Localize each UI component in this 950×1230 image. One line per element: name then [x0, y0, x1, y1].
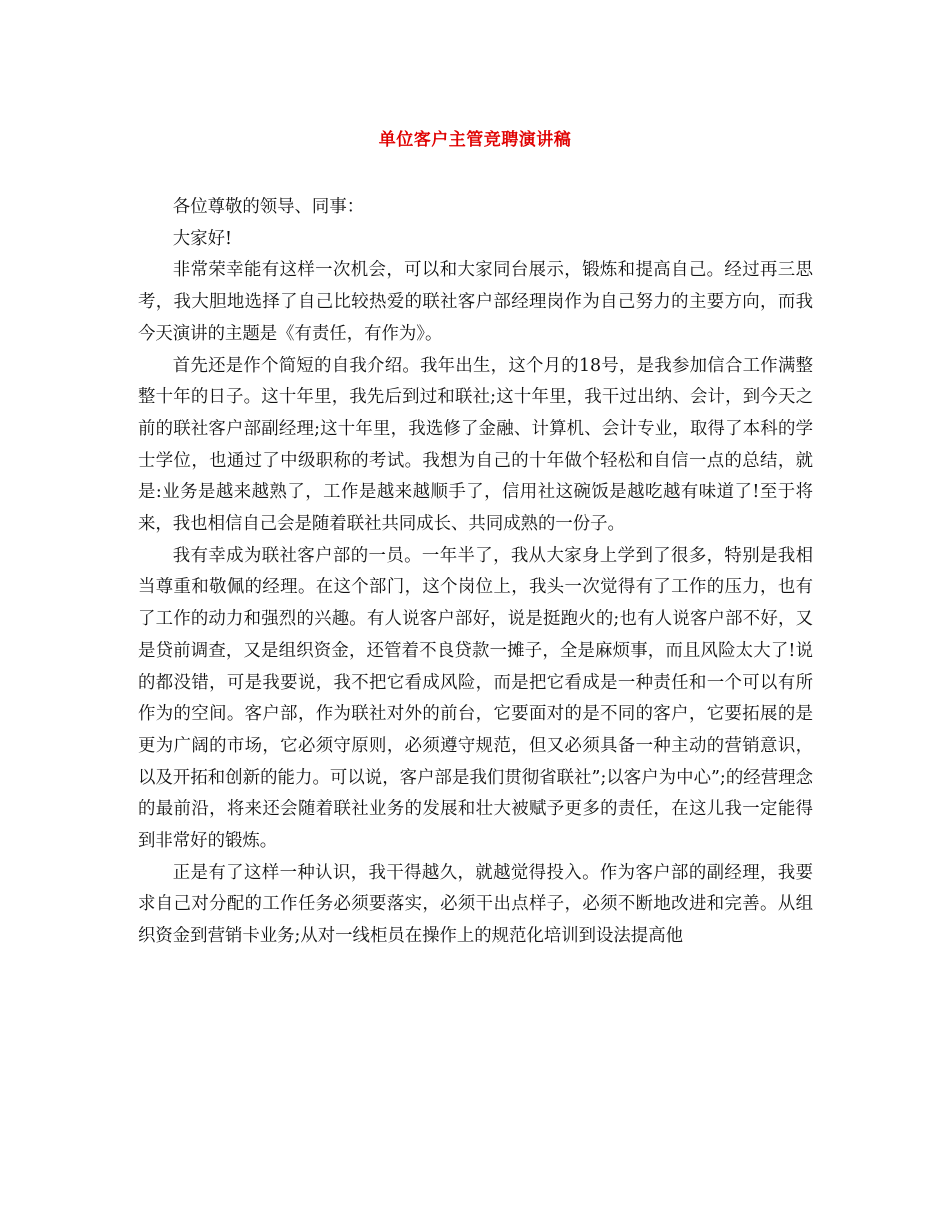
document-title: 单位客户主管竞聘演讲稿 [378, 130, 572, 150]
document-body [138, 192, 813, 953]
paragraph-commitment: 正是有了这样一种认识，我干得越久，就越觉得投入。作为客户部的副经理，我要求自己对分配的工作任务必须要落实，必须干出点样子，必须不断地改进和完善。从组织资金到营销卡业务;从对一线柜员在操作上的规范化培训到设法提高他 [138, 862, 813, 947]
paragraph-intro: 非常荣幸能有这样一次机会，可以和大家同台展示，锻炼和提高自己。经过再三思考，我大胆地选择了自己比较热爱的联社客户部经理岗作为自己努力的主要方向，而我今天演讲的主题是《有责任，有作为》。 [138, 260, 813, 344]
paragraph-department: 我有幸成为联社客户部的一员。一年半了，我从大家身上学到了很多，特别是我相当尊重和敬佩的经理。在这个部门，这个岗位上，我头一次觉得有了工作的压力，也有了工作的动力和强烈的兴趣。有人说客户部好，说是挺跑火的;也有人说客户部不好，又是贷前调查，又是组织资金，还管着不良贷款一摊子，全是麻烦事，而且风险太大了!说的都没错，可是我要说，我不把它看成风险，而是把它看成是一种责任和一个可以有所作为的空间。客户部，作为联社对外的前台，它要面对的是不同的客户，它要拓展的是更为广阔的市场，它必须守原则，必须遵守规范，但又必须具备一种主动的营销意识，以及开拓和创新的能力。可以说，客户部是我们贯彻省联社”;以客户为中心”;的经营理念的最前沿，将来还会随着联社业务的发展和壮大被赋予更多的责任，在这儿我一定能得到非常好的锻炼。 [138, 545, 813, 852]
paragraph-self-introduction: 首先还是作个简短的自我介绍。我年出生，这个月的18号，是我参加信合工作满整整十年的日子。这十年里，我先后到过和联社;这十年里，我干过出纳、会计，到今天之前的联社客户部副经理;这十年里，我选修了金融、计算机、会计专业，取得了本科的学士学位，也通过了中级职称的考试。我想为自己的十年做个轻松和自信一点的总结，就是:业务是越来越熟了，工作是越来越顺手了，信用社这碗饭是越吃越有味道了!至于将来，我也相信自己会是随着联社共同成长、共同成熟的一份子。 [138, 355, 813, 535]
greeting: 大家好! [172, 228, 232, 249]
salutation: 各位尊敬的领导、同事： [172, 197, 365, 217]
